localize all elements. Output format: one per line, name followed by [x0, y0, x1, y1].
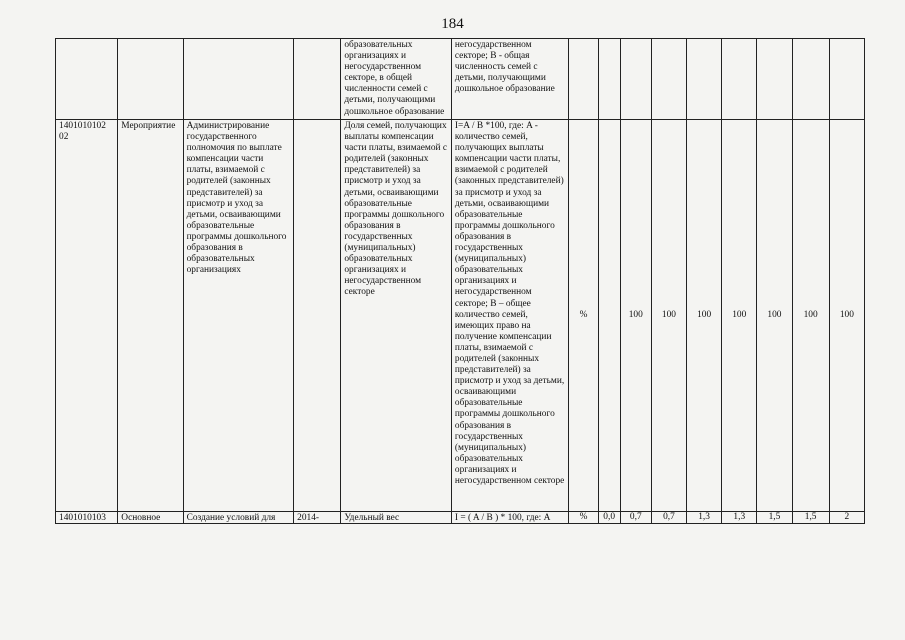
period-cell: 2014-: [294, 512, 341, 524]
code-cell: [56, 39, 118, 120]
indicator-cell: образовательных организациях и негосударственном секторе, в общей численности семей с детьми, получающими дошкольное образование: [341, 39, 452, 120]
value-cell: 0,7: [620, 512, 651, 524]
kind-cell: Основное: [118, 512, 183, 524]
name-cell: Администрирование государственного полномочия по выплате компенсации части платы, взимаемой с родителей (законных представителей) за присмотр и уход за детьми, осваивающими образовательные программы дошкольного образования в образовательных организациях: [183, 120, 294, 512]
table-row: [56, 39, 865, 120]
value-cell: 2: [829, 512, 864, 524]
unit-cell: %: [569, 120, 598, 512]
indicator-cell: Доля семей, получающих выплаты компенсации части платы, взимаемой с родителей (законных представителей) за присмотр и уход за детьми, осваивающими образовательные программы дошкольного образования в государственных (муниципальных) образовательных организациях и негосударственном секторе: [341, 120, 452, 512]
table-row: [56, 512, 865, 524]
value-cell: 100: [651, 120, 686, 512]
value-cell: 1,5: [757, 512, 792, 524]
indicator-cell: Удельный вес: [341, 512, 452, 524]
value-cell: [687, 39, 722, 120]
value-cell: [651, 39, 686, 120]
unit-cell: [569, 39, 598, 120]
value-cell: [598, 39, 620, 120]
value-cell: [598, 120, 620, 512]
value-cell: 100: [757, 120, 792, 512]
formula-cell: I = ( A / B ) * 100, где: A: [451, 512, 569, 524]
formula-cell: негосударственном секторе; B - общая численность семей с детьми, получающими дошкольное образование: [451, 39, 569, 120]
value-cell: [792, 39, 829, 120]
value-cell: [620, 39, 651, 120]
value-cell: 0,0: [598, 512, 620, 524]
page-number: 184: [441, 16, 464, 32]
kind-cell: Мероприятие: [118, 120, 183, 512]
value-cell: 100: [620, 120, 651, 512]
value-cell: [757, 39, 792, 120]
unit-cell: %: [569, 512, 598, 524]
period-cell: [294, 39, 341, 120]
table-row: [56, 120, 865, 512]
code-cell: 1401010103: [56, 512, 118, 524]
name-cell: [183, 39, 294, 120]
code-cell: 1401010102 02: [56, 120, 118, 512]
value-cell: 100: [829, 120, 864, 512]
value-cell: 100: [722, 120, 757, 512]
name-cell: Создание условий для: [183, 512, 294, 524]
value-cell: 100: [687, 120, 722, 512]
value-cell: 1,3: [722, 512, 757, 524]
program-indicators-table: [55, 38, 865, 524]
value-cell: [829, 39, 864, 120]
formula-cell: I=A / B *100, где: A - количество семей, получающих выплаты компенсации части платы, взимаемой с родителей (законных представителей) за присмотр и уход за детьми, осваивающими образовательные программы дошкольного образования в государственных (муниципальных) образовательных организациях и негосударственном секторе; B – общее количество семей, имеющих право на получение компенсации платы, взимаемой с родителей (законных представителей) за присмотр и уход за детьми, осваивающими образовательные программы дошкольного образования в государственных (муниципальных) образовательных организациях и негосударственном секторе: [451, 120, 569, 512]
kind-cell: [118, 39, 183, 120]
value-cell: 100: [792, 120, 829, 512]
value-cell: 1,3: [687, 512, 722, 524]
period-cell: [294, 120, 341, 512]
value-cell: 1,5: [792, 512, 829, 524]
value-cell: 0,7: [651, 512, 686, 524]
value-cell: [722, 39, 757, 120]
